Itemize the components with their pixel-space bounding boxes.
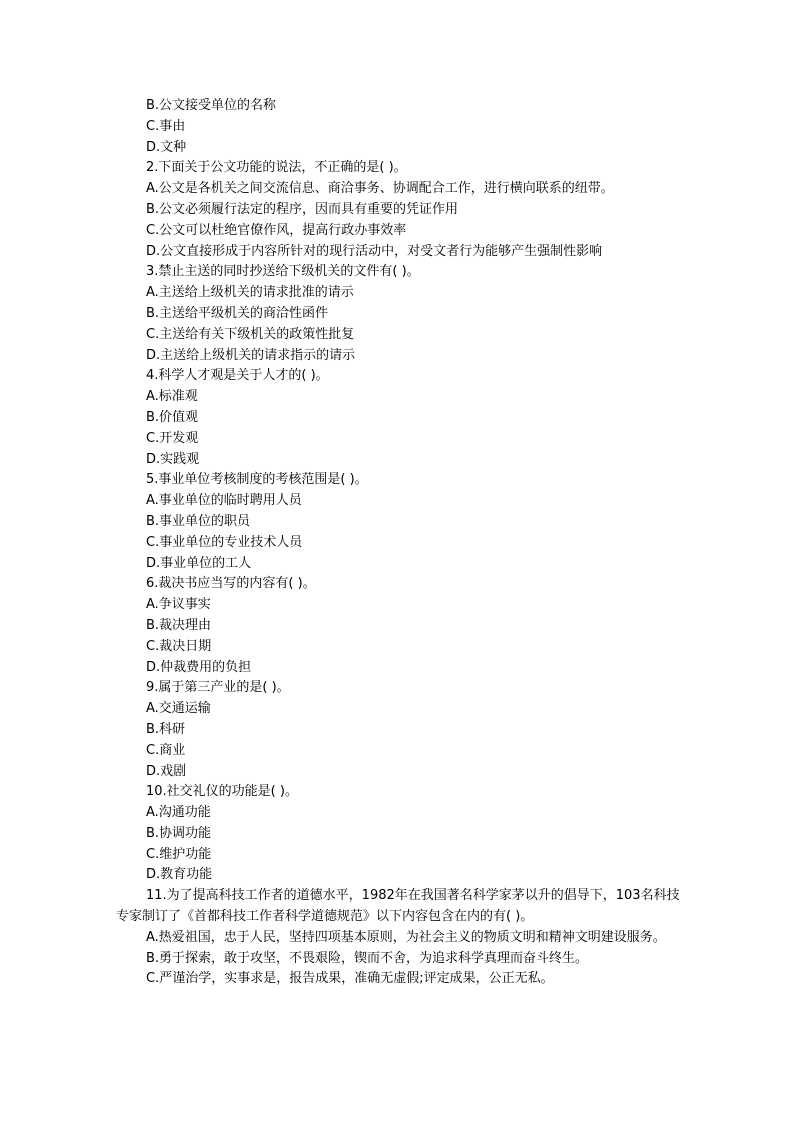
text-line: D.事业单位的工人 — [146, 555, 252, 571]
text-line: D.实践观 — [146, 451, 200, 467]
question-paragraph: 11.为了提高科技工作者的道德水平，1982年在我国著名科学家茅以升的倡导下，103名科技专家制订了《首都科技工作者科学道德规范》以下内容包含在内的有( )。 — [116, 888, 680, 925]
text-line: B.事业单位的职员 — [146, 513, 251, 529]
text-line: D.公文直接形成于内容所针对的现行活动中，对受文者行为能够产生强制性影响 — [146, 243, 603, 259]
text-line: D.教育功能 — [146, 867, 213, 883]
document-body — [116, 96, 686, 990]
text-line: D.仲裁费用的负担 — [146, 659, 252, 675]
text-line: B.价值观 — [146, 409, 199, 425]
option-paragraph: C.严谨治学，实事求是，报告成果，准确无虚假;评定成果，公正无私。 — [146, 971, 554, 987]
text-line: B.公文接受单位的名称 — [146, 98, 277, 113]
text-line: A.主送给上级机关的请求批准的请示 — [146, 285, 354, 301]
text-line: A.沟通功能 — [146, 805, 211, 821]
text-line: C.事由 — [146, 118, 186, 134]
text-line: C.裁决日期 — [146, 638, 212, 654]
text-line: A.争议事实 — [146, 597, 211, 613]
text-line: D.主送给上级机关的请求指示的请示 — [146, 347, 356, 363]
text-line: C.公文可以杜绝官僚作风，提高行政办事效率 — [146, 222, 407, 238]
text-line: A.标准观 — [146, 389, 198, 405]
text-line: A.事业单位的临时聘用人员 — [146, 493, 302, 509]
question-line: 10.社交礼仪的功能是( )。 — [146, 784, 298, 800]
text-line: B.协调功能 — [146, 825, 212, 841]
text-line: B.主送给平级机关的商洽性函件 — [146, 305, 329, 321]
text-line: B.科研 — [146, 721, 186, 737]
text-line: A.交通运输 — [146, 701, 211, 717]
option-paragraph: A.热爱祖国，忠于人民，坚持四项基本原则，为社会主义的物质文明和精神文明建设服务。 — [146, 929, 666, 945]
option-paragraph: B.勇于探索，敢于攻坚，不畏艰险，锲而不舍，为追求科学真理而奋斗终生。 — [146, 950, 589, 966]
text-line: D.文种 — [146, 139, 187, 155]
text-line: B.公文必须履行法定的程序，因而具有重要的凭证作用 — [146, 201, 459, 217]
question-line: 4.科学人才观是关于人才的( )。 — [146, 368, 329, 384]
text-line: A.公文是各机关之间交流信息、商洽事务、协调配合工作，进行横向联系的纽带。 — [146, 181, 614, 197]
question-line: 3.禁止主送的同时抄送给下级机关的文件有( )。 — [146, 264, 420, 280]
question-line: 9.属于第三产业的是( )。 — [146, 680, 290, 696]
question-line: 6.裁决书应当写的内容有( )。 — [146, 576, 316, 592]
question-line: 5.事业单位考核制度的考核范围是( )。 — [146, 472, 368, 488]
question-line: 2.下面关于公文功能的说法，不正确的是( )。 — [146, 160, 407, 176]
text-line: C.开发观 — [146, 430, 199, 446]
text-line: B.裁决理由 — [146, 617, 212, 633]
text-line: C.事业单位的专业技术人员 — [146, 534, 303, 550]
text-line: C.主送给有关下级机关的政策性批复 — [146, 326, 355, 342]
text-line: C.商业 — [146, 742, 186, 758]
text-line: C.维护功能 — [146, 846, 212, 862]
text-line: D.戏剧 — [146, 763, 187, 779]
